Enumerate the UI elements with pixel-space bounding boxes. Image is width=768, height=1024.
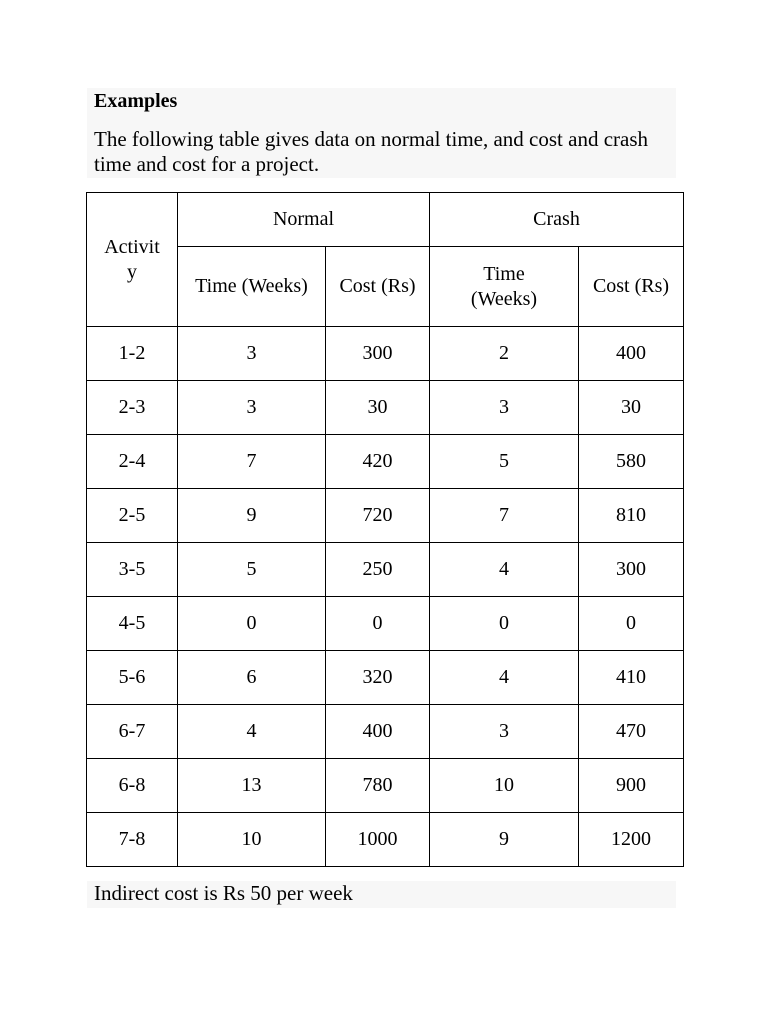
activity-cell: 3-5 xyxy=(87,543,178,597)
normal-cost-cell: 0 xyxy=(326,597,430,651)
table-row xyxy=(87,489,684,543)
activity-cell: 6-8 xyxy=(87,759,178,813)
normal-time-header: Time (Weeks) xyxy=(178,247,326,327)
table-row xyxy=(87,435,684,489)
table-row xyxy=(87,705,684,759)
table-row xyxy=(87,327,684,381)
normal-time-cell: 6 xyxy=(178,651,326,705)
crash-cost-cell: 900 xyxy=(579,759,684,813)
normal-cost-cell: 780 xyxy=(326,759,430,813)
crash-cost-cell: 1200 xyxy=(579,813,684,867)
normal-cost-cell: 30 xyxy=(326,381,430,435)
crash-cost-cell: 0 xyxy=(579,597,684,651)
group-header-row xyxy=(87,193,684,247)
crash-time-cell: 10 xyxy=(430,759,579,813)
section-heading: Examples xyxy=(94,90,178,112)
crash-time-cell: 3 xyxy=(430,705,579,759)
activity-cell: 5-6 xyxy=(87,651,178,705)
normal-time-cell: 0 xyxy=(178,597,326,651)
indirect-cost-note: Indirect cost is Rs 50 per week xyxy=(94,881,353,905)
crash-cost-cell: 30 xyxy=(579,381,684,435)
crash-time-cell: 0 xyxy=(430,597,579,651)
table-body xyxy=(87,327,684,867)
crash-time-header-line-1: Time xyxy=(483,262,525,285)
crash-time-cell: 9 xyxy=(430,813,579,867)
table-header xyxy=(87,193,684,327)
crash-cost-cell: 410 xyxy=(579,651,684,705)
crash-time-cell: 4 xyxy=(430,543,579,597)
crash-cost-cell: 400 xyxy=(579,327,684,381)
normal-cost-cell: 420 xyxy=(326,435,430,489)
normal-time-cell: 13 xyxy=(178,759,326,813)
normal-cost-header: Cost (Rs) xyxy=(326,247,430,327)
normal-time-cell: 3 xyxy=(178,327,326,381)
project-data-table xyxy=(86,192,684,867)
crash-time-cell: 3 xyxy=(430,381,579,435)
activity-cell: 6-7 xyxy=(87,705,178,759)
table-row xyxy=(87,759,684,813)
crash-group-header: Crash xyxy=(430,193,684,247)
table-row xyxy=(87,813,684,867)
activity-cell: 4-5 xyxy=(87,597,178,651)
crash-time-header-line-2: (Weeks) xyxy=(470,287,538,310)
activity-cell: 2-4 xyxy=(87,435,178,489)
crash-time-cell: 4 xyxy=(430,651,579,705)
crash-time-cell: 5 xyxy=(430,435,579,489)
intro-paragraph: The following table gives data on normal time, and cost and crash time and cost for a project. xyxy=(94,127,649,176)
activity-cell: 1-2 xyxy=(87,327,178,381)
activity-header-line-1: Activit xyxy=(104,235,160,258)
normal-cost-cell: 1000 xyxy=(326,813,430,867)
activity-cell: 7-8 xyxy=(87,813,178,867)
crash-time-cell: 2 xyxy=(430,327,579,381)
activity-cell: 2-5 xyxy=(87,489,178,543)
activity-cell: 2-3 xyxy=(87,381,178,435)
table-row xyxy=(87,543,684,597)
normal-time-cell: 9 xyxy=(178,489,326,543)
normal-time-cell: 10 xyxy=(178,813,326,867)
normal-time-cell: 3 xyxy=(178,381,326,435)
normal-cost-cell: 400 xyxy=(326,705,430,759)
normal-time-cell: 5 xyxy=(178,543,326,597)
normal-time-cell: 4 xyxy=(178,705,326,759)
normal-cost-cell: 320 xyxy=(326,651,430,705)
crash-cost-cell: 300 xyxy=(579,543,684,597)
crash-cost-header: Cost (Rs) xyxy=(579,247,684,327)
crash-time-header xyxy=(430,247,579,327)
normal-cost-cell: 250 xyxy=(326,543,430,597)
activity-header xyxy=(87,193,178,327)
table-row xyxy=(87,651,684,705)
activity-header-line-2: y xyxy=(127,260,137,283)
table-row xyxy=(87,597,684,651)
crash-cost-cell: 810 xyxy=(579,489,684,543)
crash-cost-cell: 470 xyxy=(579,705,684,759)
crash-cost-cell: 580 xyxy=(579,435,684,489)
normal-cost-cell: 720 xyxy=(326,489,430,543)
normal-cost-cell: 300 xyxy=(326,327,430,381)
normal-time-cell: 7 xyxy=(178,435,326,489)
normal-group-header: Normal xyxy=(178,193,430,247)
table-row xyxy=(87,381,684,435)
crash-time-cell: 7 xyxy=(430,489,579,543)
